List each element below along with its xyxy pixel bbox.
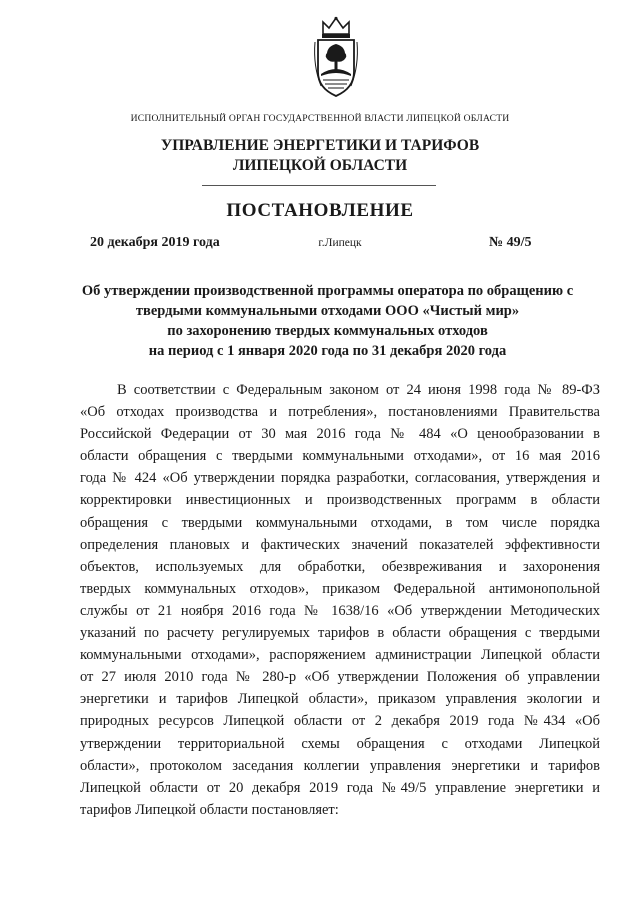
document-type: ПОСТАНОВЛЕНИЕ	[226, 200, 414, 221]
document-body-paragraph	[80, 379, 600, 821]
title-line: на период с 1 января 2020 года по 31 декабря 2020 года	[148, 343, 507, 359]
body-line: «Об отходах производства и потребления», постановлениями Правительства	[80, 404, 600, 421]
body-line: энергетики и тарифов Липецкой области», приказом управления экологии и	[80, 691, 600, 708]
body-line: природных ресурсов Липецкой области от 2 декабря 2019 года №434 «Об	[80, 713, 600, 730]
body-line: тарифов Липецкой области постановляет:	[80, 801, 339, 818]
body-line: В соответствии с Федеральным законом от 24 июня 1998 года № 89-ФЗ	[117, 382, 600, 398]
document-city: г.Липецк	[318, 237, 362, 249]
body-line: области», протоколом заседания коллегии управления энергетики и тарифов	[80, 757, 600, 774]
department-name-line2: ЛИПЕЦКОЙ ОБЛАСТИ	[232, 157, 408, 174]
body-line: объектов, используемых для обработки, обезвреживания и захоронения	[80, 558, 600, 575]
body-line: коммунальными отходами», распоряжением администрации Липецкой области	[80, 647, 600, 664]
document-number: № 49/5	[489, 235, 532, 250]
body-line: области обращения с твердыми коммунальными отходами», от 16 мая 2016	[80, 448, 600, 465]
body-line: службы от 21 ноября 2016 года № 1638/16 «Об утверждении Методических	[80, 602, 600, 619]
header-divider	[202, 185, 436, 186]
lipetsk-coat-of-arms-icon	[309, 16, 363, 100]
body-line: от 27 июля 2010 года № 280-р «Об утверждении Положения об управлении	[80, 669, 600, 686]
body-line: определения плановых и фактических значений показателей эффективности	[80, 536, 600, 553]
issuer-name: ИСПОЛНИТЕЛЬНЫЙ ОРГАН ГОСУДАРСТВЕННОЙ ВЛАСТИ ЛИПЕЦКОЙ ОБЛАСТИ	[130, 113, 510, 124]
body-line: утверждении территориальной схемы обращения с отходами Липецкой	[80, 735, 600, 752]
body-line: Липецкой области от 20 декабря 2019 года №49/5 управление энергетики и	[80, 779, 600, 796]
document-date: 20 декабря 2019 года	[90, 235, 220, 250]
body-line: указаний по расчету регулируемых тарифов в области обращения с твердыми	[80, 625, 600, 642]
body-line: Российской Федерации от 30 мая 2016 года № 484 «О ценообразовании в	[80, 426, 600, 443]
body-line: обращения с твердыми коммунальными отходами, в том числе порядка	[80, 514, 600, 531]
title-line: по захоронению твердых коммунальных отходов	[167, 323, 488, 339]
body-line: года № 424 «Об утверждении порядка разработки, согласования, утверждения и	[80, 470, 600, 487]
body-line: корректировки инвестиционных и производственных программ в области	[80, 492, 600, 509]
document-title	[60, 281, 595, 361]
department-name-line1: УПРАВЛЕНИЕ ЭНЕРГЕТИКИ И ТАРИФОВ	[160, 137, 480, 154]
title-line: Об утверждении производственной программы оператора по обращению с	[81, 283, 574, 299]
body-line: твердых коммунальных отходов», приказом Федеральной антимонопольной	[80, 580, 600, 597]
title-line: твердыми коммунальными отходами ООО «Чистый мир»	[135, 303, 520, 319]
